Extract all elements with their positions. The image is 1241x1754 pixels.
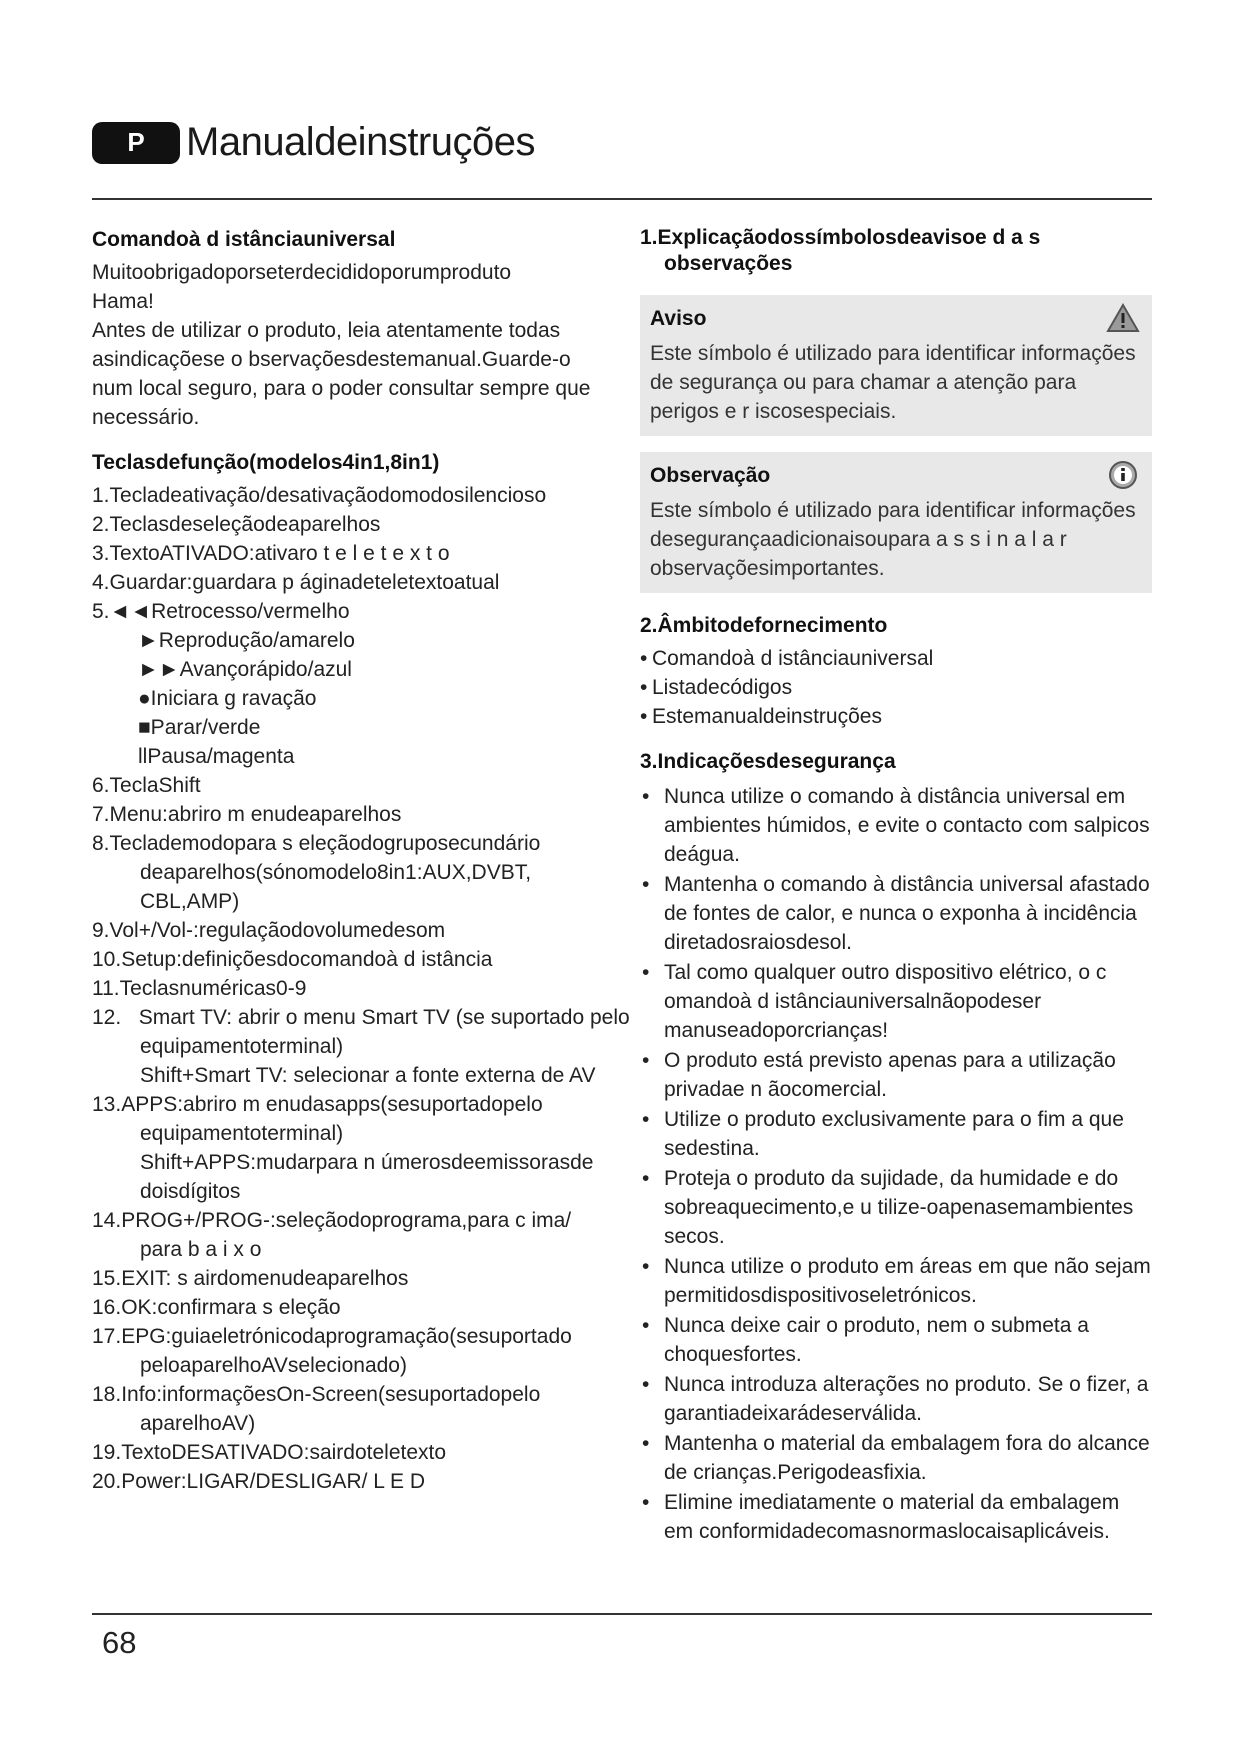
list-item: • O produto está previsto apenas para a utilização privadae n ãocomercial. xyxy=(640,1046,1152,1104)
left-column xyxy=(92,225,630,1496)
key-item: 17.EPG:guiaeletrónicodaprogramação(sesuportado peloaparelhoAVselecionado) xyxy=(92,1325,572,1377)
key-item: 9.Vol+/Vol-:regulaçãodovolumedesom xyxy=(92,919,446,942)
key-item: 15.EXIT: s airdomenudeaparelhos xyxy=(92,1267,409,1290)
section-1-heading: 1.Explicaçãodossímbolosdeavisoe d a s observações xyxy=(640,226,1041,275)
intro-heading: Comandoà d istânciauniversal xyxy=(92,228,396,251)
delivery-scope-list xyxy=(640,644,1152,731)
key-item: 3.TextoATIVADO:ativaro t e l e t e x t o xyxy=(92,542,450,565)
warning-text: Este símbolo é utilizado para identificar informações de segurança ou para chamar a atenção para perigos e r iscosespeciais. xyxy=(650,342,1136,423)
language-badge: P xyxy=(92,122,180,164)
section-3-heading: 3.Indicaçõesdesegurança xyxy=(640,750,896,773)
function-keys-list xyxy=(92,481,630,1496)
key-item: 12. Smart TV: abrir o menu Smart TV (se suportado pelo equipamentoterminal) Shift+Smart TV: selecionar a fonte externa de AV xyxy=(92,1006,630,1087)
note-text: Este símbolo é utilizado para identificar informações desegurançaadicionaisoupara a s s i n a l a r observaçõesimportantes. xyxy=(650,499,1136,580)
key-item: 5.◄◄Retrocesso/vermelho ►Reprodução/amarelo ►►Avançorápido/azul ●Iniciara g ravação ■Parar/verde llPausa/magenta xyxy=(92,597,602,771)
key-item: 4.Guardar:guardara p áginadeteletextoatual xyxy=(92,571,500,594)
key-item: 16.OK:confirmara s eleção xyxy=(92,1296,341,1319)
key-item: 1.Tecladeativação/desativaçãodomodosilencioso xyxy=(92,484,547,507)
right-column xyxy=(640,225,1152,1547)
page-title: Manualdeinstruções xyxy=(186,120,535,164)
list-item: • Mantenha o comando à distância universal afastado de fontes de calor, e nunca o exponha à incidência diretadosraiosdesol. xyxy=(640,870,1152,957)
key-item: 20.Power:LIGAR/DESLIGAR/ L E D xyxy=(92,1470,426,1493)
key-subitem: ●Iniciara g ravação xyxy=(138,687,317,710)
list-item: • Nunca utilize o produto em áreas em que não sejam permitidosdispositivoseletrónicos. xyxy=(640,1252,1152,1310)
key-item: 2.Teclasdeseleçãodeaparelhos xyxy=(92,513,381,536)
key-subitem: ►Reprodução/amarelo xyxy=(138,629,355,652)
key-item: 7.Menu:abriro m enudeaparelhos xyxy=(92,803,402,826)
key-item: 14.PROG+/PROG-:seleçãodoprograma,para c ima/ para b a i x o xyxy=(92,1209,572,1261)
list-item: • Elimine imediatamente o material da embalagem em conformidadecomasnormaslocaisaplicáveis. xyxy=(640,1488,1152,1546)
list-item: • Mantenha o material da embalagem fora do alcance de crianças.Perigodeasfixia. xyxy=(640,1429,1152,1487)
list-item: • Tal como qualquer outro dispositivo elétrico, o c omandoà d istânciauniversalnãopodeser manuseadoporcrianças! xyxy=(640,958,1152,1045)
list-item: • Comandoà d istânciauniversal xyxy=(640,644,1152,673)
key-subitem: llPausa/magenta xyxy=(138,745,295,768)
key-item: 10.Setup:definiçõesdocomandoà d istância xyxy=(92,948,493,971)
intro-line: num local seguro, para o poder consultar sempre que xyxy=(92,377,591,400)
list-item: • Nunca introduza alterações no produto. Se o fizer, a garantiadeixarádeserválida. xyxy=(640,1370,1152,1428)
intro-text xyxy=(92,258,602,432)
page-number: 68 xyxy=(102,1625,137,1660)
key-item: 18.Info:informaçõesOn-Screen(sesuportadopelo aparelhoAV) xyxy=(92,1383,541,1435)
intro-line: Muitoobrigadoporseterdecididoporumproduto xyxy=(92,261,512,284)
intro-line: asindicaçõese o bservaçõesdestemanual.Guarde-o xyxy=(92,348,571,371)
key-item: 19.TextoDESATIVADO:sairdoteletexto xyxy=(92,1441,447,1464)
key-item: 11.Teclasnuméricas0-9 xyxy=(92,977,307,1000)
note-box xyxy=(640,452,1152,593)
warning-box xyxy=(640,295,1152,436)
bottom-divider xyxy=(92,1613,1152,1615)
keys-heading: Teclasdefunção(modelos4in1,8in1) xyxy=(92,451,440,474)
key-item: 8.Teclademodopara s eleçãodogruposecundário deaparelhos(sónomodelo8in1:AUX,DVBT, CBL,AMP) xyxy=(92,832,541,913)
intro-line: Hama! xyxy=(92,290,154,313)
list-item: • Nunca deixe cair o produto, nem o submeta a choquesfortes. xyxy=(640,1311,1152,1369)
warning-triangle-icon xyxy=(1106,303,1140,333)
intro-line: Antes de utilizar o produto, leia atentamente todas xyxy=(92,319,561,342)
list-item: • Proteja o produto da sujidade, da humidade e do sobreaquecimento,e u tilize-oapenasemambientes secos. xyxy=(640,1164,1152,1251)
key-item: 13.APPS:abriro m enudasapps(sesuportadopelo equipamentoterminal) Shift+APPS:mudarpara n úmerosdeemissorasde doisdígitos xyxy=(92,1093,594,1203)
section-2-heading: 2.Âmbitodefornecimento xyxy=(640,614,888,637)
safety-list xyxy=(640,782,1152,1546)
info-circle-icon xyxy=(1106,460,1140,490)
note-title: Observação xyxy=(650,464,771,487)
key-subitem: ►►Avançorápido/azul xyxy=(138,658,352,681)
warning-title: Aviso xyxy=(650,307,707,330)
page-header xyxy=(92,120,535,165)
intro-line: necessário. xyxy=(92,406,200,429)
list-item: • Listadecódigos xyxy=(640,673,1152,702)
key-item: 6.TeclaShift xyxy=(92,774,201,797)
list-item: • Nunca utilize o comando à distância universal em ambientes húmidos, e evite o contacto com salpicos deágua. xyxy=(640,782,1152,869)
list-item: • Estemanualdeinstruções xyxy=(640,702,1152,731)
list-item: • Utilize o produto exclusivamente para o fim a que sedestina. xyxy=(640,1105,1152,1163)
key-subitem: ■Parar/verde xyxy=(138,716,261,739)
top-divider xyxy=(92,198,1152,200)
